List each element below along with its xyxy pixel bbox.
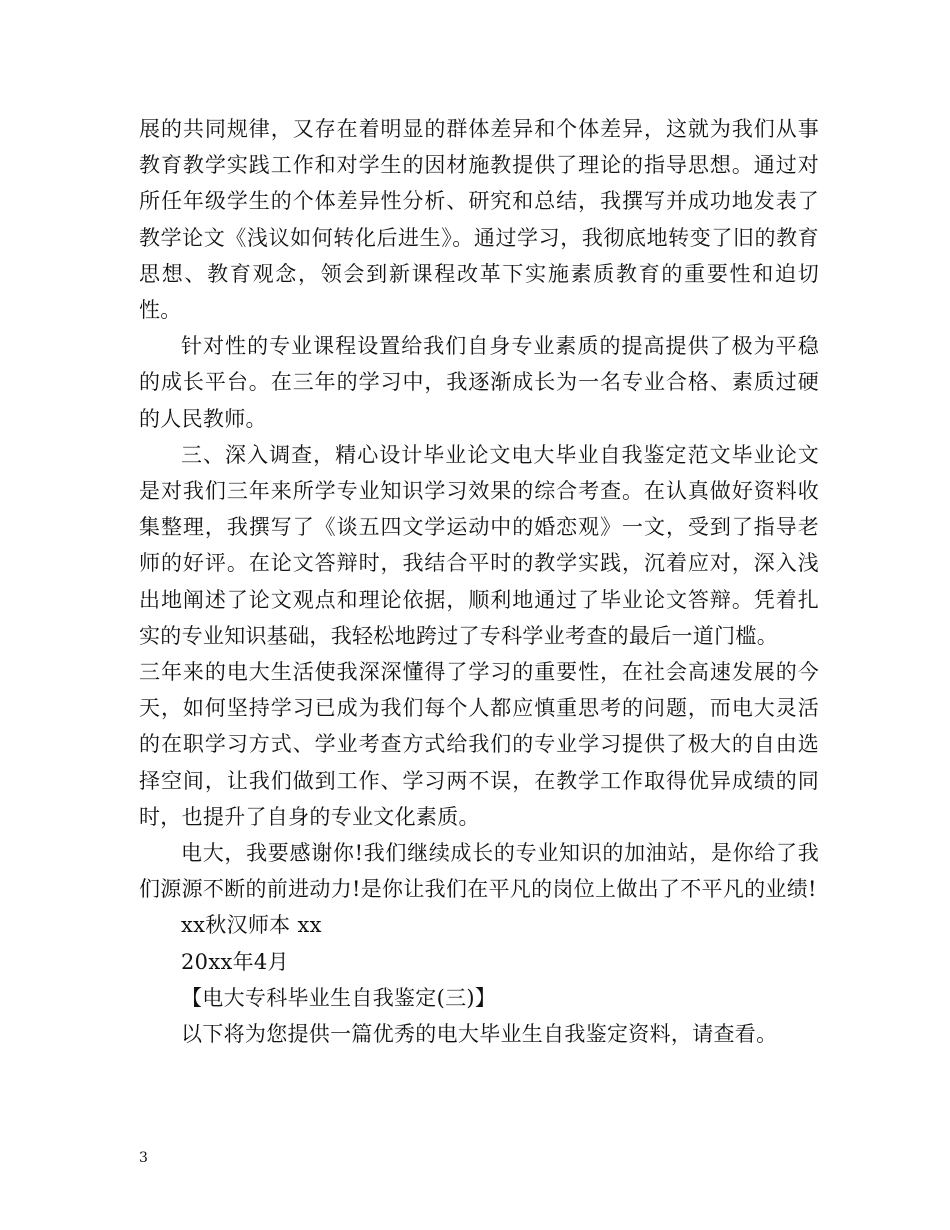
- document-body: [139, 111, 819, 1052]
- paragraph-thesis: 三、深入调查，精心设计毕业论文电大毕业自我鉴定范文毕业论文是对我们三年来所学专业知识学习效果的综合考查。在认真做好资料收集整理，我撰写了《谈五四文学运动中的婚恋观》一文，受到了指导老师的好评。在论文答辩时，我结合平时的教学实践，沉着应对，深入浅出地阐述了论文观点和理论依据，顺利地通过了毕业论文答辩。凭着扎实的专业知识基础，我轻松地跨过了专科学业考查的最后一道门槛。: [139, 442, 819, 648]
- paragraph-intro: 以下将为您提供一篇优秀的电大毕业生自我鉴定资料，请查看。: [181, 1022, 778, 1047]
- paragraph-course-setting: 针对性的专业课程设置给我们自身专业素质的提高提供了极为平稳的成长平台。在三年的学习中，我逐渐成长为一名专业合格、素质过硬的人民教师。: [139, 334, 819, 431]
- section-heading: 【电大专科毕业生自我鉴定(三)】: [181, 985, 497, 1010]
- paragraph-thanks: 电大，我要感谢你!我们继续成长的专业知识的加油站，是你给了我们源源不断的前进动力!是你让我们在平凡的岗位上做出了不平凡的业绩!: [139, 841, 819, 902]
- paragraph-continuation: 展的共同规律，又存在着明显的群体差异和个体差异，这就为我们从事教育教学实践工作和对学生的因材施教提供了理论的指导思想。通过对所任年级学生的个体差异性分析、研究和总结，我撰写并成功地发表了教学论文《浅议如何转化后进生》。通过学习，我彻底地转变了旧的教育思想、教育观念，领会到新课程改革下实施素质教育的重要性和迫切性。: [139, 117, 819, 323]
- signature-line: xx秋汉师本 xx: [181, 913, 322, 938]
- page-number: 3: [139, 1150, 148, 1166]
- paragraph-three-years: 三年来的电大生活使我深深懂得了学习的重要性，在社会高速发展的今天，如何坚持学习已成为我们每个人都应慎重思考的问题，而电大灵活的在职学习方式、学业考查方式给我们的专业学习提供了极大的自由选择空间，让我们做到工作、学习两不误，在教学工作取得优异成绩的同时，也提升了自身的专业文化素质。: [139, 660, 819, 829]
- date-line: 20xx年4月: [181, 949, 289, 974]
